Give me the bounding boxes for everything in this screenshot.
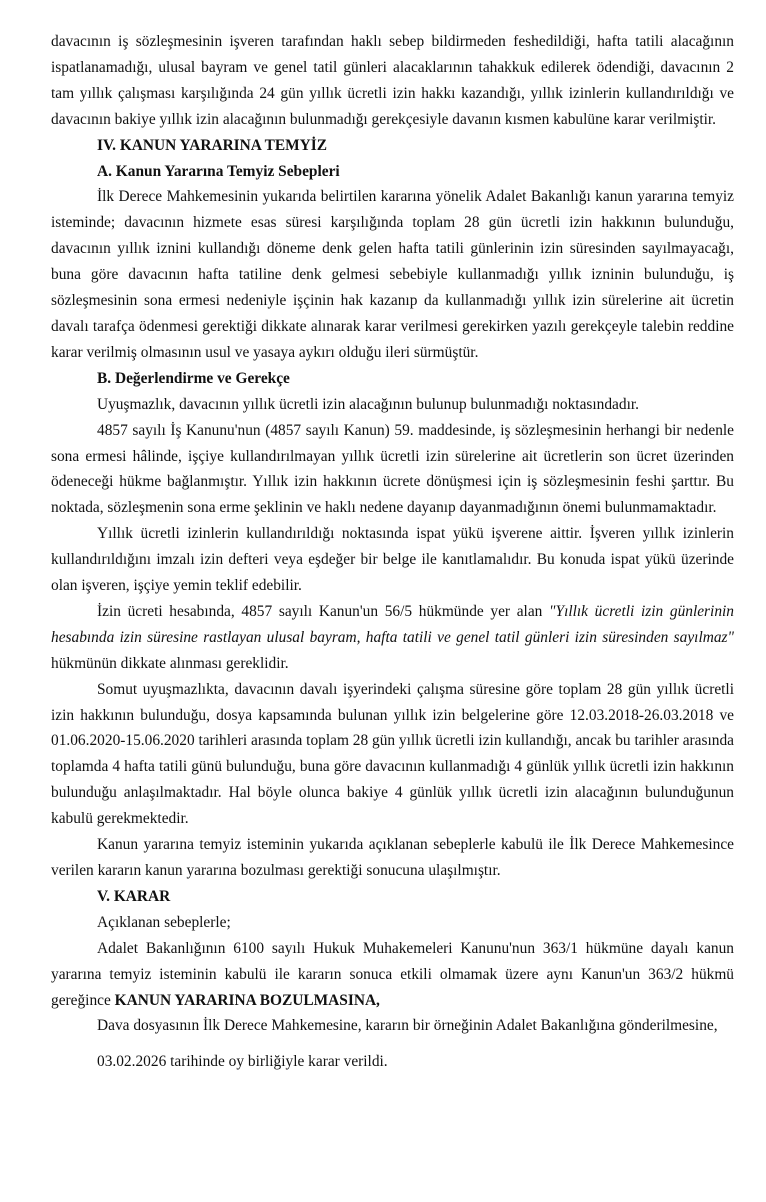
law-article-paragraph: 4857 sayılı İş Kanunu'nun (4857 sayılı Kanun) 59. maddesinde, iş sözleşmesinin herhangi bir nedenle sona ermesi hâlinde, işçiye kullandırılmayan yıllık ücretli izin sürelerine ait ücretlerin son ücret üzerinden ödeneceği hükme bağlanmıştır. Yıllık izin hakkının ücrete dönüşmesi için iş sözleşmesinin feshi şarttır. Bu noktada, sözleşmenin sona erme şeklinin ve haklı nedene dayanıp dayanmadığının önemi bulunmamaktadır. xyxy=(51,421,734,517)
leave-fee-outro: hükmünün dikkate alınması gereklidir. xyxy=(51,654,289,672)
conclusion-paragraph: Kanun yararına temyiz isteminin yukarıda açıklanan sebeplerle kabulü ile İlk Derece Mahkemesince verilen kararın kanun yararına bozulması gerektiği sonucuna ulaşılmıştır. xyxy=(51,836,734,879)
subsection-a-heading: A. Kanun Yararına Temyiz Sebepleri xyxy=(97,162,340,180)
decision-text: Adalet Bakanlığının 6100 sayılı Hukuk Muhakemeleri Kanunu'nun 363/1 hükmüne dayalı kanun yararına temyiz isteminin kabulü ile kararın sonuca etkili olmamak üzere aynı Kanun'un 363/2 hükmü gereğince xyxy=(51,939,734,1009)
section-5-heading: V. KARAR xyxy=(97,887,171,905)
decision-date-line: 03.02.2026 tarihinde oy birliğiyle karar verildi. xyxy=(97,1053,388,1071)
section-4-heading: IV. KANUN YARARINA TEMYİZ xyxy=(97,136,328,154)
decision-paragraph xyxy=(51,936,734,1014)
leave-fee-intro: İzin ücreti hesabında, 4857 sayılı Kanun'un 56/5 hükmünde yer alan xyxy=(97,602,550,620)
decision-verdict: KANUN YARARINA BOZULMASINA, xyxy=(114,991,380,1009)
decision-intro: Açıklanan sebeplerle; xyxy=(97,913,231,931)
appeal-reasons-paragraph: İlk Derece Mahkemesinin yukarıda belirtilen kararına yönelik Adalet Bakanlığı kanun yararına temyiz isteminde; davacının hizmete esas süresi karşılığında toplam 28 gün ücretli izin hakkının bulunduğu, davacının yıllık iznini kullandığı döneme denk gelen hafta tatili günlerinin izin süresinden sayılmayacağı, buna göre davacının hafta tatiline denk gelmesi sebebiyle kullanmadığı yıllık izninin bulunduğu, iş sözleşmesinin sona ermesi nedeniyle işçinin hak kazanıp da kullanmadığı yıllık izin sürelerine ait ücretin davalı tarafça ödenmesi gerektiği dikkate alınarak karar verilmesi gerekirken yazılı gerekçeyle talebin reddine karar verilmiş olmasının usul ve yasaya aykırı olduğu ileri sürmüştür. xyxy=(51,188,734,361)
subsection-b-heading: B. Değerlendirme ve Gerekçe xyxy=(97,369,290,387)
leave-fee-quote: "Yıllık ücretli izin günlerinin hesabında izin süresine rastlayan ulusal bayram, hafta tatili ve genel tatil günleri izin süresinden sayılmaz" xyxy=(51,602,734,646)
file-sending-paragraph: Dava dosyasının İlk Derece Mahkemesine, kararın bir örneğinin Adalet Bakanlığına gönderilmesine, xyxy=(97,1017,718,1035)
burden-of-proof-paragraph: Yıllık ücretli izinlerin kullandırıldığı noktasında ispat yükü işverene aittir. İşveren yıllık izinlerin kullandırıldığını imzalı izin defteri veya eşdeğer bir belge ile kanıtlamalıdır. Bu konuda ispat yükü üzerinde olan işveren, işçiye yemin teklif edebilir. xyxy=(51,525,734,595)
concrete-case-paragraph: Somut uyuşmazlıkta, davacının davalı işyerindeki çalışma süresine göre toplam 28 gün yıllık ücretli izin hakkının bulunduğu, dosya kapsamında bulunan yıllık izin belgelerine göre 12.03.2018-26.03.2018 ve 01.06.2020-15.06.2020 tarihleri arasında toplam 28 gün yıllık ücretli izin kullandığı, ancak bu tarihler arasında toplamda 4 hafta tatili günü bulunduğu, buna göre davacının kullanmadığı 4 günlük yıllık ücretli izin hakkının bulunduğu anlaşılmaktadır. Hal böyle olunca bakiye 4 günlük yıllık ücretli izin alacağının bulunduğunun kabulü gerekmektedir. xyxy=(51,680,734,828)
leave-fee-paragraph xyxy=(51,599,734,677)
dispute-paragraph: Uyuşmazlık, davacının yıllık ücretli izin alacağının bulunup bulunmadığı noktasındadır. xyxy=(97,395,639,413)
intro-paragraph: davacının iş sözleşmesinin işveren tarafından haklı sebep bildirmeden feshedildiği, hafta tatili alacağının ispatlanamadığı, ulusal bayram ve genel tatil günleri alacaklarının tahakkuk edilerek ödendiği, davacının 2 tam yıllık çalışması karşılığında 24 gün yıllık ücretli izin hakkı kazandığı, yıllık izinlerin kullandırıldığı ve davacının bakiye yıllık izin alacağının bulunmadığı gerekçesiyle davanın kısmen kabulüne karar verilmiştir. xyxy=(51,33,734,128)
